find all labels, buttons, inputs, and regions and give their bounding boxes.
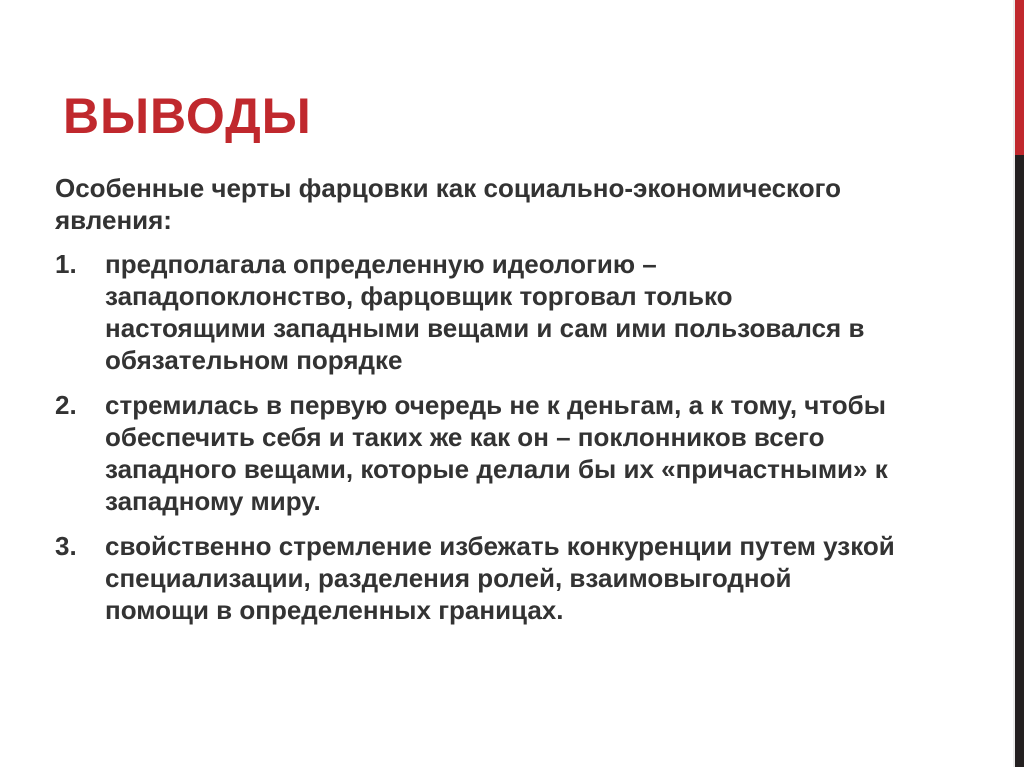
- list-item-number: 1.: [55, 249, 77, 279]
- slide-title: ВЫВОДЫ: [63, 88, 312, 144]
- conclusions-list: [55, 248, 895, 626]
- list-item: [55, 248, 895, 376]
- list-item-number: 3.: [55, 531, 77, 561]
- accent-bar-red: [1015, 0, 1024, 155]
- list-item: [55, 530, 895, 626]
- list-item-text: стремилась в первую очередь не к деньгам, а к тому, чтобы обеспечить себя и таких же как он – поклонников всего западного вещами, которые делали бы их «причастными» к западному миру.: [105, 390, 888, 516]
- slide-content: [55, 172, 895, 639]
- accent-bar-dark: [1015, 155, 1024, 767]
- list-item-text: свойственно стремление избежать конкуренции путем узкой специализации, разделения ролей, взаимовыгодной помощи в определенных границах.: [105, 531, 895, 625]
- list-item: [55, 389, 895, 517]
- intro-paragraph: Особенные черты фарцовки как социально-экономического явления:: [55, 173, 841, 235]
- list-item-number: 2.: [55, 390, 77, 420]
- list-item-text: предполагала определенную идеологию – западопоклонство, фарцовщик торговал только настоящими западными вещами и сам ими пользовался в обязательном порядке: [105, 249, 865, 375]
